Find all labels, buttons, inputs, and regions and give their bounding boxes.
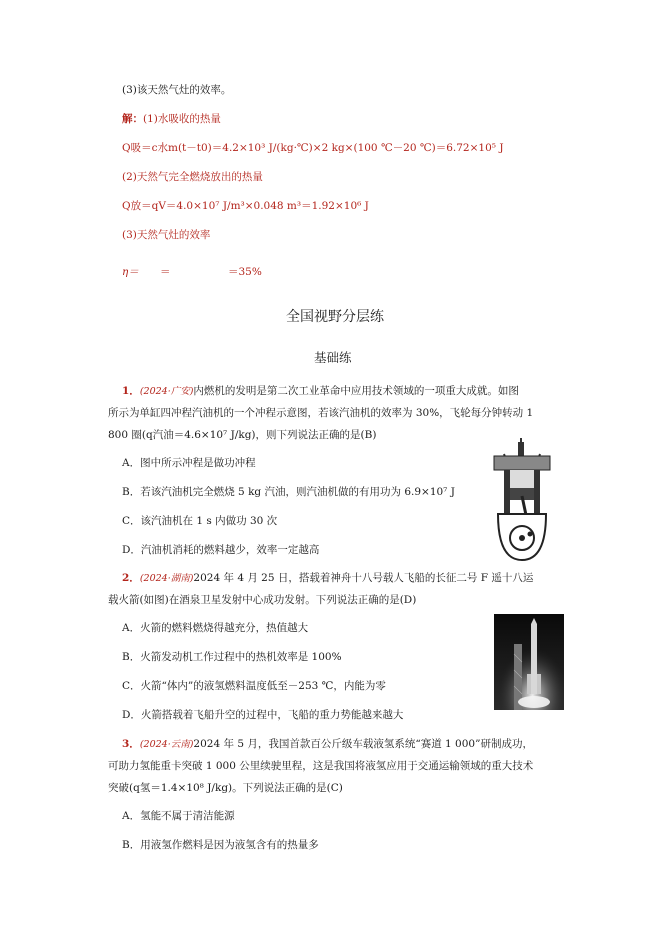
q3-line2: 可助力氢能重卡突破 1 000 公里续驶里程，这是我国将液氢应用于交通运输领域的重大技术	[108, 760, 534, 772]
q3-stem-1: 2024 年 5 月，我国首款百公斤级车载液氢系统“赛道 1 000”研制成功，	[193, 738, 533, 750]
q2-option-c: C．火箭“体内”的液氢燃料温度低至－253 ℃，内能为零	[122, 680, 386, 692]
q3-number: 3．	[122, 738, 140, 750]
q2-option-a: A．火箭的燃料燃烧得越充分，热值越大	[122, 622, 309, 634]
q2-source: (2024·湖南)	[139, 573, 194, 584]
q2-stem-1: 2024 年 4 月 25 日，搭载着神舟十八号载人飞船的长征二号 F 遥十八运	[193, 572, 534, 584]
engine-stroke-diagram	[486, 438, 558, 566]
q1-stem-1: 内燃机的发明是第二次工业革命中应用技术领域的一项重大成就。如图	[193, 385, 519, 397]
eta-symbol: η＝	[122, 266, 139, 278]
solution-efficiency-result: ＝35%	[228, 266, 262, 278]
solution-step2-label: (2)天然气完全燃烧放出的热量	[122, 171, 263, 183]
solution-step1-formula: Q吸＝c水m(t－t0)＝4.2×10³ J/(kg·℃)×2 kg×(100 ℃－20 ℃)＝6.72×10⁵ J	[122, 142, 504, 154]
solution-step3-label: (3)天然气灶的效率	[122, 229, 211, 241]
q2-option-d: D．火箭搭载着飞船升空的过程中，飞船的重力势能越来越大	[122, 709, 404, 721]
q1-option-d: D．汽油机消耗的燃料越少，效率一定越高	[122, 544, 320, 556]
q2-line1	[122, 571, 533, 586]
section-title: 全国视野分层练	[286, 309, 384, 325]
rocket-launch-photo	[494, 614, 564, 710]
solution-step1	[122, 112, 221, 126]
solution-step1-label: (1)水吸收的热量	[143, 113, 221, 125]
q3-source: (2024·云南)	[139, 739, 194, 750]
q3-option-b: B．用液氢作燃料是因为液氢含有的热量多	[122, 839, 319, 851]
q1-line1	[122, 384, 519, 399]
solution-step2-formula: Q放＝qV＝4.0×10⁷ J/m³×0.048 m³＝1.92×10⁶ J	[122, 200, 369, 212]
q2-number: 2．	[122, 572, 140, 584]
q1-line3: 800 圈(q汽油＝4.6×10⁷ J/kg)，则下列说法正确的是(B)	[108, 429, 377, 441]
spark-plug-icon	[518, 442, 524, 456]
solution-efficiency-eta	[122, 265, 139, 279]
q1-source: (2024·广安)	[139, 386, 194, 397]
q3-option-a: A．氢能不属于清洁能源	[122, 810, 235, 822]
q1-option-a: A．图中所示冲程是做功冲程	[122, 457, 256, 469]
q2-option-b: B．火箭发动机工作过程中的热机效率是 100%	[122, 651, 342, 663]
q1-line2: 所示为单缸四冲程汽油机的一个冲程示意图，若该汽油机的效率为 30%，飞轮每分钟转动 1	[108, 407, 534, 419]
solution-question-3: (3)该天然气灶的效率。	[122, 84, 232, 96]
q1-option-c: C．该汽油机在 1 s 内做功 30 次	[122, 515, 278, 527]
rocket-icon	[531, 618, 537, 694]
solution-jie: 解：	[122, 113, 143, 125]
q1-option-b: B．若该汽油机完全燃烧 5 kg 汽油，则汽油机做的有用功为 6.9×10⁷ J	[122, 486, 455, 498]
q2-line2: 载火箭(如图)在酒泉卫星发射中心成功发射。下列说法正确的是(D)	[108, 594, 417, 606]
q3-line1	[122, 737, 533, 752]
subsection-title: 基础练	[314, 350, 352, 365]
q1-number: 1．	[122, 385, 140, 397]
solution-efficiency-eq1: ＝	[160, 266, 171, 278]
q3-line3: 突破(q氢＝1.4×10⁸ J/kg)。下列说法正确的是(C)	[108, 782, 343, 794]
